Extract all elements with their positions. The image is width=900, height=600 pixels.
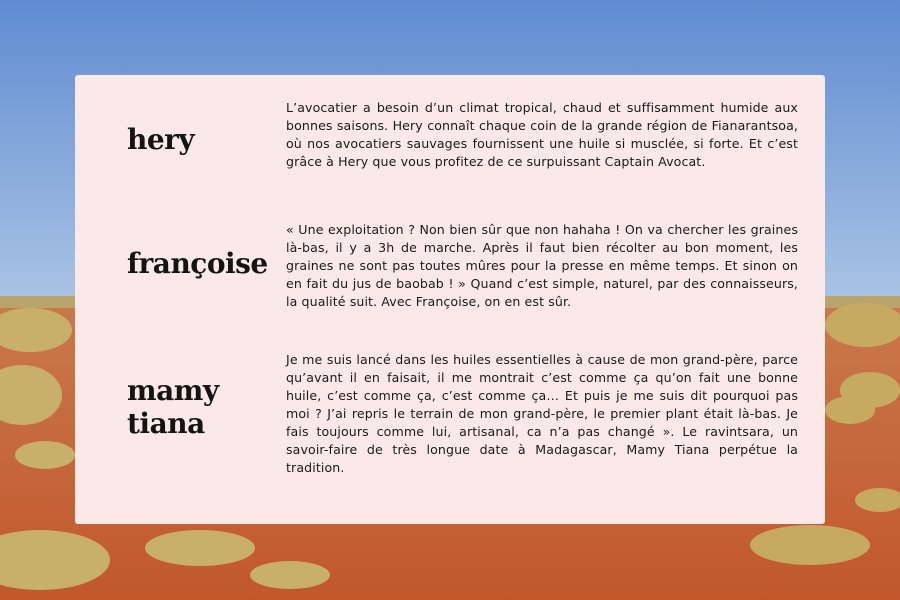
content-card bbox=[75, 75, 825, 524]
profile-name-hery: hery bbox=[127, 123, 195, 156]
profile-text-mamy-tiana: Je me suis lancé dans les huiles essentielles à cause de mon grand-père, parce qu’avant il en faisait, il me montrait c’est comme ça qu’on fait une bonne huile, c’est comme ça, c’est comme ça… Et puis je me suis dit pourquoi pas moi ? J’ai repris le terrain de mon grand-père, le premier plant était là-bas. Je fais toujours comme lui, artisanal, ca n’a pas changé ». Le ravintsara, un savoir-faire de très longue date à Madagascar, Mamy Tiana perpétue la tradition. bbox=[286, 352, 798, 475]
profile-name-francoise: françoise bbox=[127, 247, 268, 280]
profile-text-hery: L’avocatier a besoin d’un climat tropical, chaud et suffisamment humide aux bonnes saisons. Hery connaît chaque coin de la grande région de Fianarantsoa, où nos avocatiers sauvages fournissent une huile si musclée, si forte. Et c’est grâce à Hery que vous profitez de ce surpuissant Captain Avocat. bbox=[286, 100, 798, 169]
profile-name-mamy-tiana: mamy tiana bbox=[127, 374, 219, 440]
profile-text-francoise: « Une exploitation ? Non bien sûr que non hahaha ! On va chercher les graines là-bas, il y a 3h de marche. Après il faut bien récolter au bon moment, les graines ne sont pas toutes mûres pour la presse en même temps. Et sinon on en fait du jus de baobab ! » Quand c’est simple, naturel, par des connaisseurs, la qualité suit. Avec Françoise, on en est sûr. bbox=[286, 222, 798, 309]
